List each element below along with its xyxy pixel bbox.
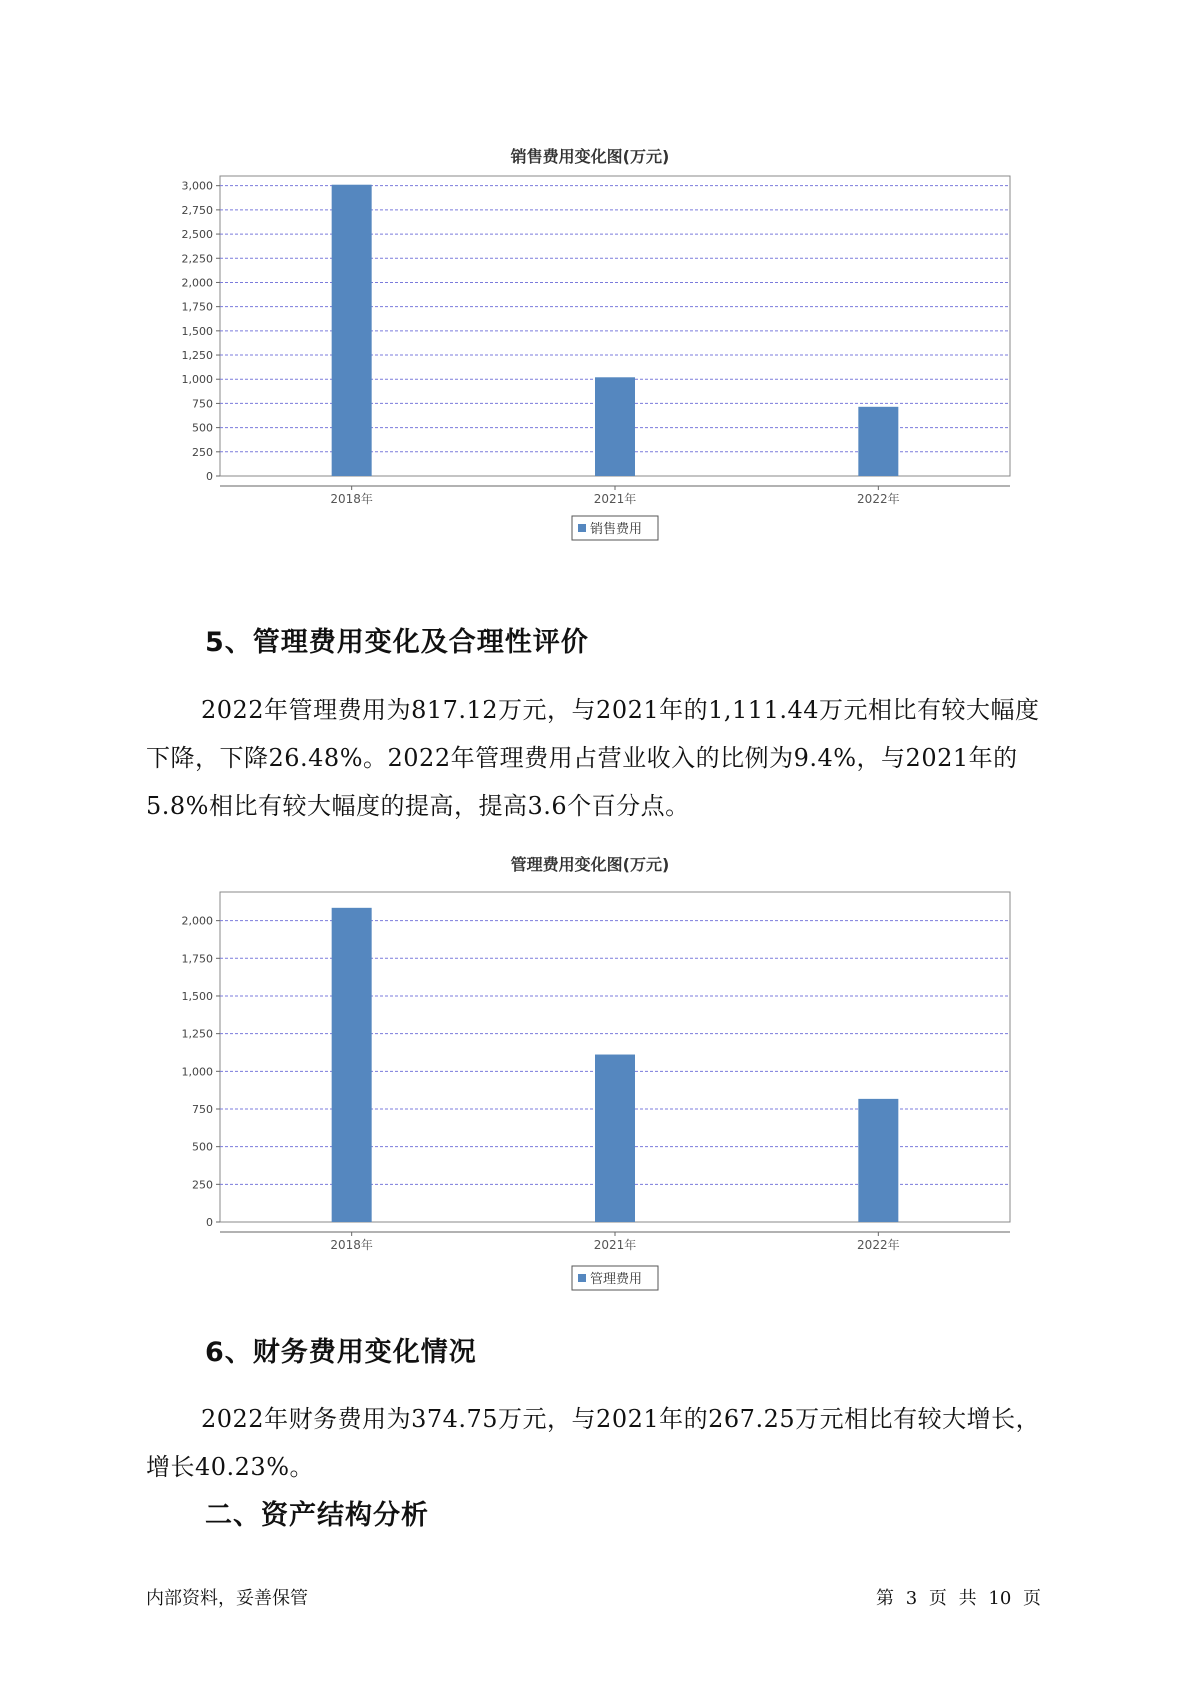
y-tick-label: 1,500 [181,989,213,1003]
y-tick-label: 1,000 [181,373,213,387]
legend-swatch [578,1274,586,1282]
y-tick-label: 3,000 [181,179,213,193]
y-tick-label: 1,750 [181,300,213,314]
x-tick-label: 2021年 [593,492,637,506]
y-tick-label: 500 [192,1140,213,1154]
section-heading: 二、资产结构分析 [205,1500,429,1531]
bar [595,1055,635,1222]
y-tick-label: 2,000 [181,914,213,928]
y-tick-label: 0 [206,470,213,483]
footer-page-number: 第 3 页 共 10 页 [876,1588,1041,1609]
bar [332,908,372,1222]
x-tick-label: 2021年 [593,1238,637,1252]
y-tick-label: 1,500 [181,324,213,338]
bar [332,185,372,476]
y-tick-label: 250 [192,1178,213,1192]
legend-swatch [578,524,586,532]
sales-expense-chart [150,140,1030,600]
legend-label: 管理费用 [590,1272,643,1287]
x-tick-label: 2022年 [857,1238,900,1252]
y-tick-label: 2,000 [181,276,213,290]
x-tick-label: 2018年 [330,492,373,506]
bar [858,407,898,476]
y-tick-label: 2,500 [181,228,213,242]
bar [858,1099,898,1222]
section-heading: 6、财务费用变化情况 [205,1337,477,1368]
bar [595,377,635,476]
y-tick-label: 1,250 [181,349,213,363]
y-tick-label: 1,750 [181,952,213,966]
chart-svg [150,848,1030,1318]
x-tick-label: 2022年 [857,492,900,506]
chart-svg [150,140,1030,600]
section-paragraph: 2022年财务费用为374.75万元，与2021年的267.25万元相比有较大增长，增长40.23%。 [146,1405,1041,1481]
y-tick-label: 1,250 [181,1027,213,1041]
chart-title: 销售费用变化图(万元) [510,147,670,166]
section-paragraph: 2022年管理费用为817.12万元，与2021年的1,111.44万元相比有较大幅度下降，下降26.48%。2022年管理费用占营业收入的比例为9.4%，与2021年的5.8%相比有较大幅度的提高，提高3.6个百分点。 [146,696,1040,820]
admin-expense-chart [150,848,1030,1318]
chart-title: 管理费用变化图(万元) [510,855,670,874]
y-tick-label: 500 [192,421,213,435]
legend-label: 销售费用 [590,522,643,537]
y-tick-label: 2,250 [181,252,213,266]
x-tick-label: 2018年 [330,1238,373,1252]
y-tick-label: 750 [192,397,213,411]
footer-confidential-note: 内部资料，妥善保管 [146,1588,308,1609]
y-tick-label: 250 [192,445,213,459]
y-tick-label: 1,000 [181,1065,213,1079]
y-tick-label: 2,750 [181,203,213,217]
section-heading: 5、管理费用变化及合理性评价 [205,627,589,658]
y-tick-label: 750 [192,1102,213,1116]
y-tick-label: 0 [206,1216,213,1229]
